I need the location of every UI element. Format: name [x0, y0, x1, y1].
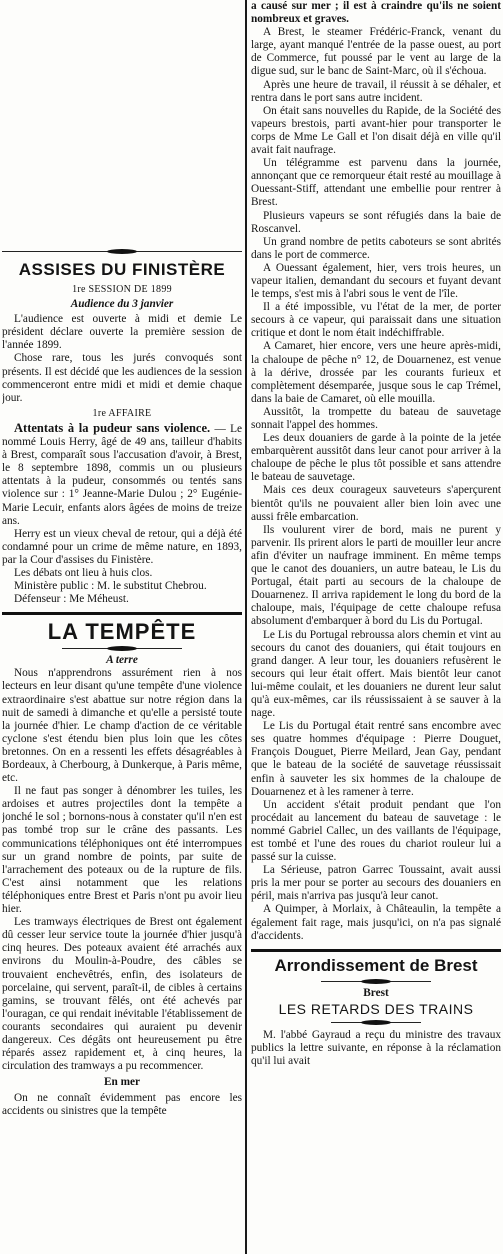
assises-para-3: Herry est un vieux cheval de retour, qui a déjà été condamné pour un crime de même nature, en 1893, par la Cour d'assises du Finistère.: [2, 527, 242, 566]
tempete-title: LA TEMPÊTE: [47, 619, 197, 645]
affaire-paragraph: [2, 422, 242, 528]
affaire-label: 1re AFFAIRE: [92, 407, 152, 419]
ornamental-rule: [2, 249, 242, 255]
ornamental-rule: [62, 646, 182, 652]
left-column: [2, 0, 242, 1254]
right-para-1: a causé sur mer ; il est à craindre qu'ils ne soient nombreux et graves.: [251, 0, 501, 26]
right-para-6: Plusieurs vapeurs se sont réfugiés dans la baie de Roscanvel.: [251, 209, 501, 235]
right-para-7: Un grand nombre de petits caboteurs se sont abrités dans le port de commerce.: [251, 235, 501, 261]
ornamental-rule: [331, 1020, 421, 1026]
section-rule: [2, 612, 242, 615]
right-para-13: Mais ces deux courageux sauveteurs s'aperçurent bientôt qu'ils ne pouvaient aller bien loin avec une aussi frêle embarcation.: [251, 484, 501, 523]
section-rule: [251, 949, 501, 952]
trains-headline: LES RETARDS DES TRAINS: [278, 1000, 474, 1017]
mer-para-1: On ne connaît évidemment pas encore les accidents ou sinistres que la tempête: [2, 1092, 242, 1118]
terre-para-2: Il ne faut pas songer à dénombrer les tuiles, les ardoises et autres projectiles dont la tempête a jonché le sol ; bornons-nous à constater qu'il n'en est pas tombé trop sur le crâne des passants. Les communications téléphoniques ont été interrompues sur un grand nombre de points, par suite de l'arrachement des poteaux ou de la rupture de fils. C'est ainsi notamment que les relations téléphoniques entre Brest et Paris n'ont pu avoir lieu hier.: [2, 785, 242, 916]
right-para-16: Le Lis du Portugal était rentré sans encombre avec ses quatre hommes d'équipage : Pierre Douguet, François Douguet, Pierre Meilard, Jean Gay, pendant que le bateau de la société de sauvetage réussissait enfin à sauveter les six hommes de la chaloupe de Douarnenez et à les ramener à terre.: [251, 720, 501, 798]
right-column: [251, 0, 501, 1254]
ornamental-rule: [321, 979, 431, 985]
right-para-8: A Ouessant également, hier, vers trois heures, un vapeur italien, demandant du secours et fuyant devant le temps, s'est mis à l'abri sous le vent de l'île.: [251, 261, 501, 301]
right-para-4: On était sans nouvelles du Rapide, de la Société des vapeurs brestois, parti avant-hier pour transporter le corps de Mme Le Gall et l'on disait déjà en ville qu'il avait fait naufrage.: [251, 104, 501, 157]
right-para-19: A Quimper, à Morlaix, à Châteaulin, la tempête a également fait rage, mais jusqu'ici, on n'a pas signalé d'accidents.: [251, 903, 501, 942]
column-divider: [245, 0, 247, 1254]
right-para-3: Après une heure de travail, il réussit à se déhaler, et rentra dans le port sans autre incident.: [251, 78, 501, 104]
affaire-text: — Le nommé Louis Herry, âgé de 49 ans, tailleur d'habits à Brest, comparaît sous l'accusation d'avoir, à Brest, le 8 septembre 1898, commis un ou plusieurs attentats à la pudeur, consommés ou tentés sans violence sur : 1° Jeanne-Marie Dulou ; 2° Eugénie-Marie Lecuir, enfants alors âgées de moins de treize ans.: [2, 422, 242, 527]
right-para-14: Ils voulurent virer de bord, mais ne purent y parvenir. Ils prirent alors le parti de mouiller leur ancre afin d'éviter un naufrage imminent. En même temps que le canot des douaniers, un autre bateau, le Lis du Portugal, était parti au secours de la chaloupe de Douarnenez. Il arriva rapidement le long du bord de la chaloupe, mais, l'équipage de cette chaloupe refusa absolument d'embarquer à bord du Lis du Portugal.: [251, 523, 501, 628]
assises-para-6: Défenseur : Me Méheust.: [14, 593, 129, 606]
assises-para-4: Les débats ont lieu à huis clos.: [14, 566, 153, 579]
right-para-5: Un télégramme est parvenu dans la journée, annonçant que ce remorqueur était resté au mouillage à Ouessant-Stiff, attendant une embellie pour rentrer à Brest.: [251, 157, 501, 209]
arrondissement-title: Arrondissement de Brest: [274, 955, 478, 975]
right-para-11: Aussitôt, la trompette du bateau de sauvetage sonnait l'appel des hommes.: [251, 405, 501, 431]
trains-para-1: M. l'abbé Gayraud a reçu du ministre des travaux publics la lettre suivante, en réponse à la réclamation qu'il lui avait: [251, 1028, 501, 1068]
right-para-15: Le Lis du Portugal rebroussa alors chemin et vint au secours du canot des douaniers, qui était toujours en grand danger. A leur tour, les douaniers refusèrent le secours qui leur était offert. Mais bientôt leur canot lui-même coulait, et les douaniers ne durent leur salut qu'à eux-mêmes, car ils réussissaient à se sauver à la nage.: [251, 628, 501, 720]
right-para-18: La Sérieuse, patron Garrec Toussaint, avait aussi pris la mer pour se porter au secours des douaniers en péril, mais n'arriva pas jusqu'à leur canot.: [251, 864, 501, 903]
city-heading: Brest: [363, 986, 389, 999]
assises-para-1: L'audience est ouverte à midi et demie Le président déclare ouverte la première session de l'année 1899.: [2, 313, 242, 352]
assises-para-5: Ministère public : M. le substitut Chebrou.: [14, 580, 207, 593]
assises-title: ASSISES DU FINISTÈRE: [18, 260, 226, 279]
right-para-2: A Brest, le steamer Frédéric-Franck, venant du large, ayant manqué l'entrée de la passe ouest, au port de Commerce, fut poussé par le vent au large de la digue sud, sur le banc de Saint-Marc, où il s'échoua.: [251, 26, 501, 78]
right-para-10: A Camaret, hier encore, vers une heure après-midi, la chaloupe de pêche n° 12, de Douarnenez, est venue à la dérive, drossée par les courants furieux et complètement désemparée, jusque sous le cap Trémel, dans la baie de Camaret, où elle mouilla.: [251, 340, 501, 405]
terre-para-3: Les tramways électriques de Brest ont également dû cesser leur service toute la journée d'hier jusqu'à cinq heures. Des poteaux avaient été arrachés aux environs du Moulin-à-Poudre, des câbles se trouvaient enchevêtrés, enfin, des isolateurs de porcelaine, qui servent, paraît-il, de cibles à certains gamins, se trouvant fêlés, ont été achevés par l'ouragan, ce qui rendait inévitable l'établissement de courants secondaires qui auraient pu devenir dangereux. Ces dégâts ont heureusement pu être réparés assez rapidement et, à cinq heures, la circulation des tramways a pu recommencer.: [2, 916, 242, 1073]
terre-para-1: Nous n'apprendrons assurément rien à nos lecteurs en leur disant qu'une tempête d'une violence extraordinaire s'est abattue sur notre région dans la nuit de samedi à dimanche et qu'elle a persisté toute la journée d'hier. Le champ d'action de ce véritable cyclone s'est étendu bien plus loin que les côtes bretonnes. On en a ressenti les effets désagréables à Bordeaux, à Cherbourg, à Dunkerque, à Paris même, etc.: [2, 667, 242, 785]
top-blank-area: [2, 0, 242, 245]
right-para-17: Un accident s'était produit pendant que l'on procédait au lancement du bateau de sauvetage : le nommé Gabriel Callec, un des vaillants de l'équipage, est tombé et l'une des roues du chariot rouleur lui a passé sur la cuisse.: [251, 798, 501, 864]
audience-date: Audience du 3 janvier: [70, 298, 174, 311]
right-para-12: Les deux douaniers de garde à la pointe de la jetée embarquèrent aussitôt dans leur canot pour arriver à la chaloupe de pêche le plus tôt possible et sans attendre le bateau de sauvetage.: [251, 432, 501, 484]
right-para-9: Il a été impossible, vu l'état de la mer, de porter secours à ce vapeur, qui paraissait dans une situation critique et dont le nom était indéchiffrable.: [251, 301, 501, 340]
affaire-title: Attentats à la pudeur sans violence.: [14, 420, 211, 435]
session-label: 1re SESSION DE 1899: [72, 284, 172, 295]
sub-en-mer: En mer: [103, 1076, 141, 1089]
sub-a-terre: A terre: [106, 654, 138, 667]
assises-para-2: Chose rare, tous les jurés convoqués sont présents. Il est décidé que les audiences de la session commenceront entre midi et midi et demie chaque jour.: [2, 352, 242, 404]
